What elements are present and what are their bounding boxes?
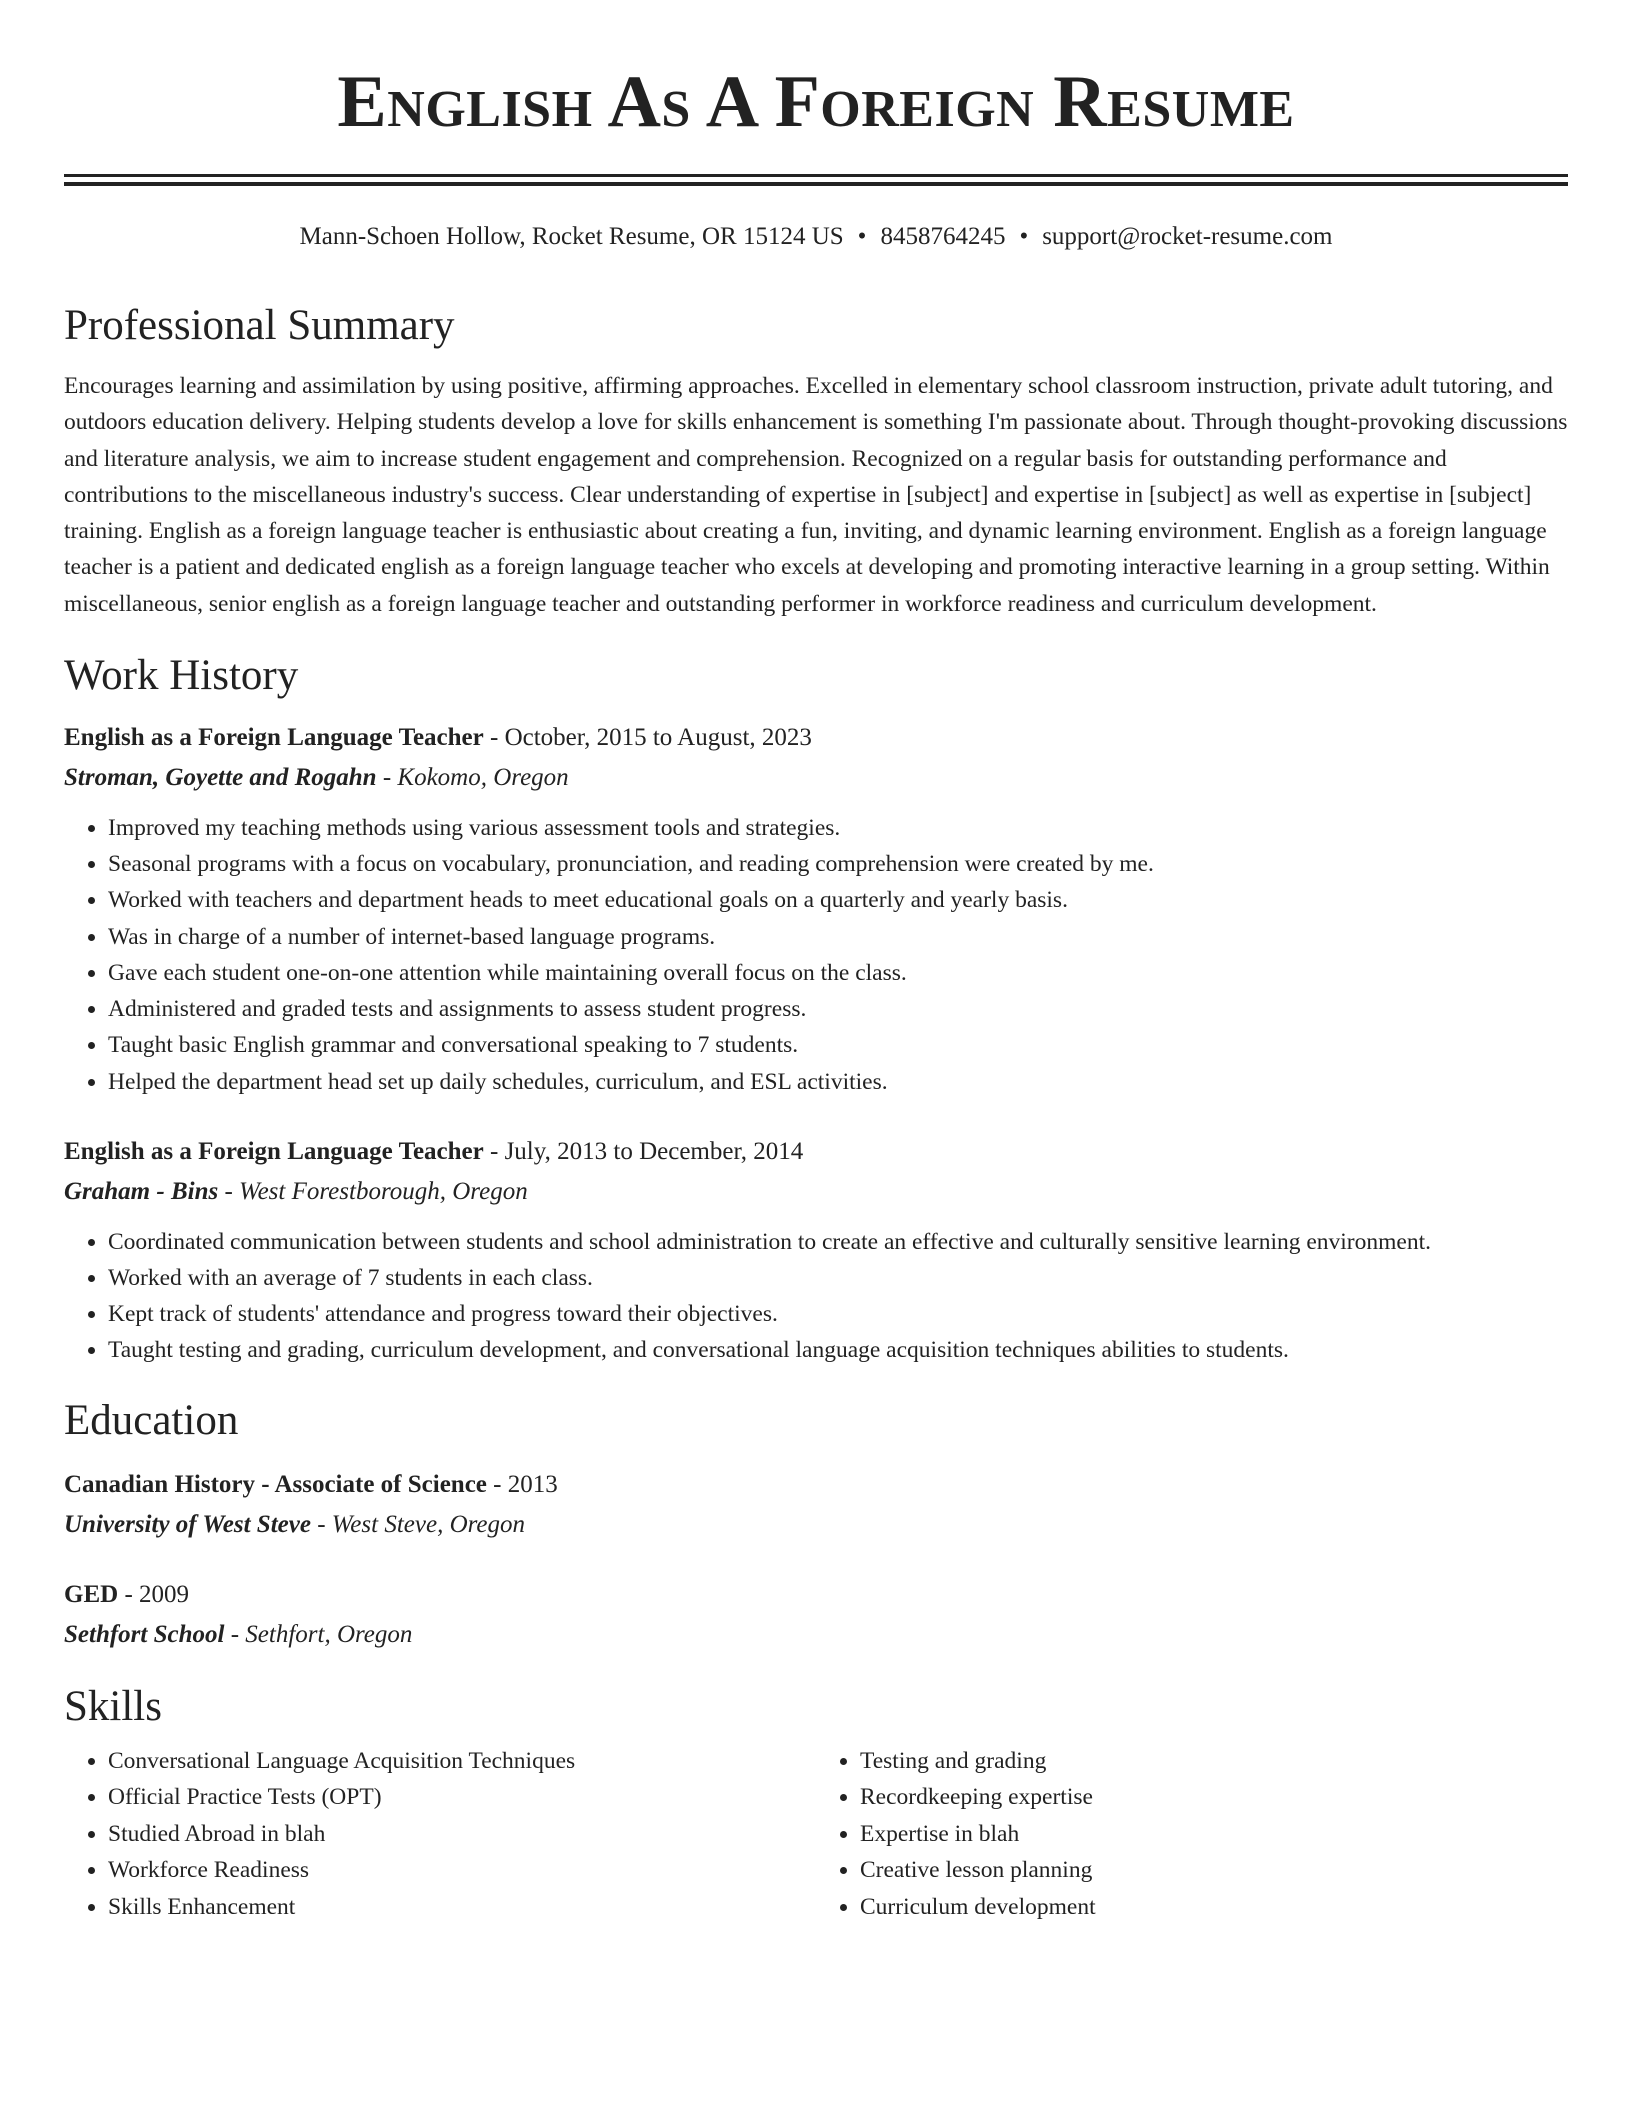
job-bullet: • Taught basic English grammar and conversational speaking to 7 students. (108, 1027, 1568, 1063)
skill-item: • Creative lesson planning (860, 1852, 1568, 1889)
education-school: University of West Steve (64, 1510, 311, 1538)
contact-separator: • (1019, 223, 1029, 250)
job-location: - Kokomo, Oregon (376, 764, 569, 792)
education-location: - West Steve, Oregon (310, 1510, 526, 1538)
education-degree: GED (64, 1580, 119, 1608)
job-bullets (64, 1224, 1568, 1369)
job-title: English as a Foreign Language Teacher (64, 724, 484, 752)
job-bullet: • Worked with an average of 7 students in each class. (108, 1260, 1568, 1296)
job-bullet: • Coordinated communication between students and school administration to create an effective and culturally sensitive learning environment. (108, 1224, 1568, 1260)
education-degree-line (64, 1465, 1568, 1505)
skill-item: • Conversational Language Acquisition Techniques (108, 1743, 816, 1780)
job-dates: - July, 2013 to December, 2014 (483, 1137, 804, 1165)
job-entry (64, 718, 1568, 1100)
job-bullet: • Worked with teachers and department heads to meet educational goals on a quarterly and yearly basis. (108, 882, 1568, 918)
summary-heading: Professional Summary (64, 302, 455, 349)
education-heading: Education (64, 1396, 239, 1444)
contact-email: support@rocket-resume.com (1042, 223, 1333, 250)
contact-address: Mann-Schoen Hollow, Rocket Resume, OR 15124 US (299, 223, 844, 250)
work-history-heading: Work History (64, 652, 299, 700)
skills-column-left (64, 1743, 816, 1926)
job-bullet: • Kept track of students' attendance and progress toward their objectives. (108, 1296, 1568, 1332)
job-bullet: • Helped the department head set up daily schedules, curriculum, and ESL activities. (108, 1064, 1568, 1100)
contact-line (64, 220, 1568, 254)
contact-phone: 8458764245 (880, 223, 1006, 250)
job-bullet: • Seasonal programs with a focus on vocabulary, pronunciation, and reading comprehension were created by me. (108, 846, 1568, 882)
summary-text: Encourages learning and assimilation by using positive, affirming approaches. Excelled in elementary school classroom instruction, private adult tutoring, and outdoors education delivery. Helping students develop a love for skills enhancement is something I'm passionate about. Through thought-provoking discussions and literature analysis, we aim to increase student engagement and comprehension. Recognized on a regular basis for outstanding performance and contributions to the miscellaneous industry's success. Clear understanding of expertise in [subject] and expertise in [subject] as well as expertise in [subject] training. English as a foreign language teacher is enthusiastic about creating a fun, inviting, and dynamic learning environment. English as a foreign language teacher is a patient and dedicated english as a foreign language teacher who excels at developing and promoting interactive learning in a group setting. Within miscellaneous, senior english as a foreign language teacher and outstanding performer in workforce readiness and curriculum development. (64, 373, 1568, 617)
education-entry (64, 1575, 1568, 1655)
skills-column-right (816, 1743, 1568, 1926)
job-company-line (64, 758, 1568, 798)
education-location: - Sethfort, Oregon (224, 1620, 413, 1648)
education-degree-line (64, 1575, 1568, 1615)
job-bullet: • Gave each student one-on-one attention while maintaining overall focus on the class. (108, 955, 1568, 991)
resume-title: English As A Foreign Resume (337, 61, 1295, 143)
skills-list (64, 1743, 1568, 1926)
job-bullets (64, 810, 1568, 1100)
education-school-line (64, 1505, 1568, 1545)
job-title-line (64, 1132, 1568, 1172)
education-year: - 2009 (118, 1580, 190, 1608)
job-company: Stroman, Goyette and Rogahn (64, 764, 377, 792)
job-bullet: • Administered and graded tests and assignments to assess student progress. (108, 991, 1568, 1027)
skill-item: • Testing and grading (860, 1743, 1568, 1780)
job-bullet: • Was in charge of a number of internet-based language programs. (108, 919, 1568, 955)
job-title: English as a Foreign Language Teacher (64, 1137, 484, 1165)
skill-item: • Recordkeeping expertise (860, 1779, 1568, 1816)
education-entry (64, 1465, 1568, 1545)
education-school: Sethfort School (64, 1620, 225, 1648)
education-year: - 2013 (486, 1470, 558, 1498)
job-company-line (64, 1172, 1568, 1212)
job-dates: - October, 2015 to August, 2023 (483, 724, 812, 752)
job-location: - West Forestborough, Oregon (218, 1177, 528, 1205)
title-divider (64, 174, 1568, 186)
skill-item: • Workforce Readiness (108, 1852, 816, 1889)
skill-item: • Studied Abroad in blah (108, 1816, 816, 1853)
skill-item: • Curriculum development (860, 1889, 1568, 1926)
job-title-line (64, 718, 1568, 758)
job-bullet: • Improved my teaching methods using various assessment tools and strategies. (108, 810, 1568, 846)
skill-item: • Skills Enhancement (108, 1889, 816, 1926)
skills-heading: Skills (64, 1682, 162, 1730)
skill-item: • Expertise in blah (860, 1816, 1568, 1853)
education-degree: Canadian History - Associate of Science (64, 1470, 487, 1498)
job-bullet: • Taught testing and grading, curriculum development, and conversational language acquisition techniques abilities to students. (108, 1332, 1568, 1368)
job-entry (64, 1132, 1568, 1369)
skill-item: • Official Practice Tests (OPT) (108, 1779, 816, 1816)
job-company: Graham - Bins (64, 1177, 219, 1205)
contact-separator: • (857, 223, 867, 250)
education-school-line (64, 1615, 1568, 1655)
